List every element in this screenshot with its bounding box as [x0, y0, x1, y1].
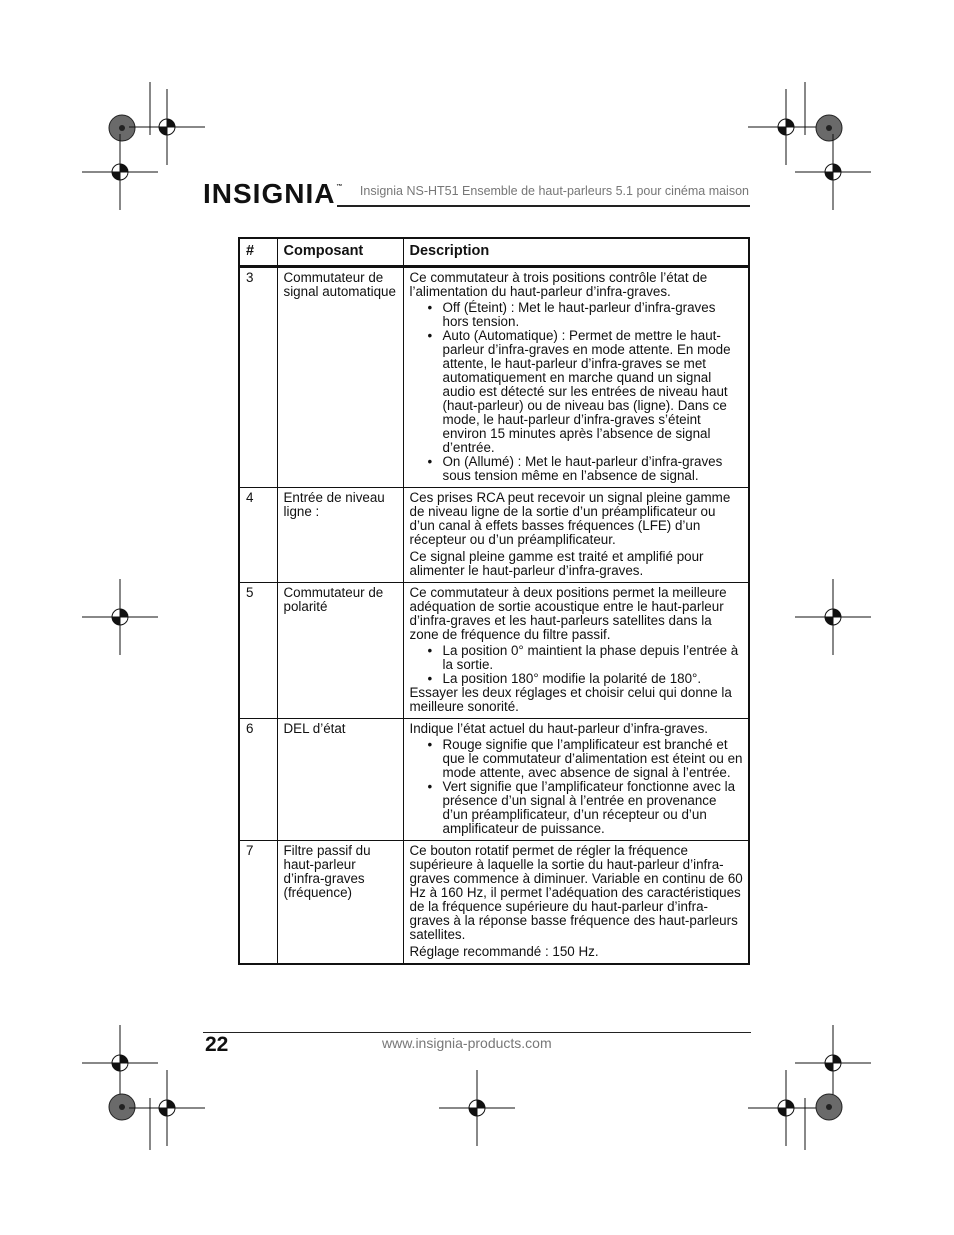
insignia-logo: INSIGNIA™ — [203, 178, 343, 209]
table-row — [239, 267, 749, 488]
registration-cross-mark — [748, 89, 824, 165]
registration-star-mark — [109, 1094, 135, 1120]
bullet-item: • Vert signifie que l’amplificateur fonctionne avec la présence d’un signal à l’entrée en provenance d’un préamplificateur, d’un récepteur ou d’un amplificateur de puissance. — [443, 780, 744, 836]
registration-cross-mark — [129, 89, 205, 165]
row-component: Commutateur de signal automatique — [277, 267, 403, 488]
row-component: Commutateur de polarité — [277, 583, 403, 719]
registration-cross-mark — [439, 1070, 515, 1146]
registration-cross-mark — [129, 1070, 205, 1146]
row-number: 3 — [239, 267, 277, 488]
bullet-item: • Auto (Automatique) : Permet de mettre le haut-parleur d’infra-graves en mode attente. En mode attente, le haut-parleur d’infra-graves se met automatiquement en marche quand un signal audio est détecté sur les entrées de niveau haut (haut-parleur) ou de niveau bas (ligne). Dans ce mode, le haut-parleur d’infra-graves s’éteint environ 15 minutes après l’absence de signal d’entrée. — [443, 329, 744, 455]
table-header-row — [239, 238, 749, 267]
row-component: DEL d’état — [277, 719, 403, 841]
header-description: Description — [403, 238, 749, 267]
registration-cross-mark — [748, 1070, 824, 1146]
footer-rule — [203, 1032, 751, 1033]
registration-cross-mark — [82, 1025, 158, 1101]
row-description — [403, 841, 749, 965]
description-paragraph: Ce commutateur à deux positions permet la meilleure adéquation de sortie acoustique entre le haut-parleur d’infra-graves et les haut-parleurs satellites dans la zone de fréquence du filtre passif. — [409, 585, 727, 642]
component-table — [238, 237, 750, 965]
bullet-item: • La position 180° modifie la polarité de 180°. — [443, 672, 744, 686]
header-component: Composant — [277, 238, 403, 267]
bullet-list — [410, 301, 744, 483]
row-component: Entrée de niveau ligne : — [277, 488, 403, 583]
description-paragraph: Ce bouton rotatif permet de régler la fréquence supérieure à laquelle la sortie du haut-parleur d’infra-graves commence à diminuer. Variable en continu de 60 Hz à 160 Hz, il permet l’adéquation des caractéristiques de la fréquence supérieure du haut-parleur d’infra-graves à la réponse basse fréquence des haut-parleurs satellites. — [409, 843, 743, 942]
page-number: 22 — [205, 1033, 229, 1056]
bullet-item: • Off (Éteint) : Met le haut-parleur d’infra-graves hors tension. — [443, 301, 744, 329]
registration-cross-mark — [795, 134, 871, 210]
row-description — [403, 583, 749, 719]
table-row — [239, 841, 749, 965]
footer-url: www.insignia-products.com — [382, 1035, 552, 1051]
description-paragraph: Indique l’état actuel du haut-parleur d’infra-graves. — [409, 721, 708, 736]
registration-cross-mark — [795, 579, 871, 655]
row-number: 4 — [239, 488, 277, 583]
bullet-list — [410, 644, 744, 686]
row-description — [403, 267, 749, 488]
bullet-item: • On (Allumé) : Met le haut-parleur d’infra-graves sous tension même en l’absence de signal. — [443, 455, 744, 483]
bullet-item: • Rouge signifie que l’amplificateur est branché et que le commutateur d’alimentation est éteint ou en mode attente, avec absence de signal à l’entrée. — [443, 738, 744, 780]
row-number: 5 — [239, 583, 277, 719]
bullet-list — [410, 738, 744, 836]
description-paragraph: Ce commutateur à trois positions contrôle l’état de l’alimentation du haut-parleur d’infra-graves. — [409, 270, 708, 299]
registration-cross-mark — [82, 579, 158, 655]
description-paragraph: Ce signal pleine gamme est traité et amplifié pour alimenter le haut-parleur d’infra-graves. — [409, 549, 704, 578]
table-row — [239, 583, 749, 719]
row-number: 6 — [239, 719, 277, 841]
header-rule — [337, 205, 750, 207]
bullet-item: • La position 0° maintient la phase depuis l’entrée à la sortie. — [443, 644, 744, 672]
table-row — [239, 488, 749, 583]
header-title: Insignia NS-HT51 Ensemble de haut-parleurs 5.1 pour cinéma maison — [359, 184, 749, 198]
row-number: 7 — [239, 841, 277, 965]
header-number: # — [239, 238, 277, 267]
row-description — [403, 488, 749, 583]
description-paragraph: Ces prises RCA peut recevoir un signal pleine gamme de niveau ligne de la sortie d’un préamplificateur ou d’un canal à effets basses fréquences (LFE) d’un récepteur ou d’un préamplificateur. — [409, 490, 731, 547]
description-paragraph: Réglage recommandé : 150 Hz. — [409, 944, 599, 959]
registration-cross-mark — [82, 134, 158, 210]
registration-star-mark — [816, 1094, 842, 1120]
table-row — [239, 719, 749, 841]
row-description — [403, 719, 749, 841]
registration-star-mark — [816, 115, 842, 141]
row-component: Filtre passif du haut-parleur d’infra-graves (fréquence) — [277, 841, 403, 965]
registration-star-mark — [109, 115, 135, 141]
registration-cross-mark — [795, 1025, 871, 1101]
description-note: Essayer les deux réglages et choisir celui qui donne la meilleure sonorité. — [409, 685, 732, 714]
